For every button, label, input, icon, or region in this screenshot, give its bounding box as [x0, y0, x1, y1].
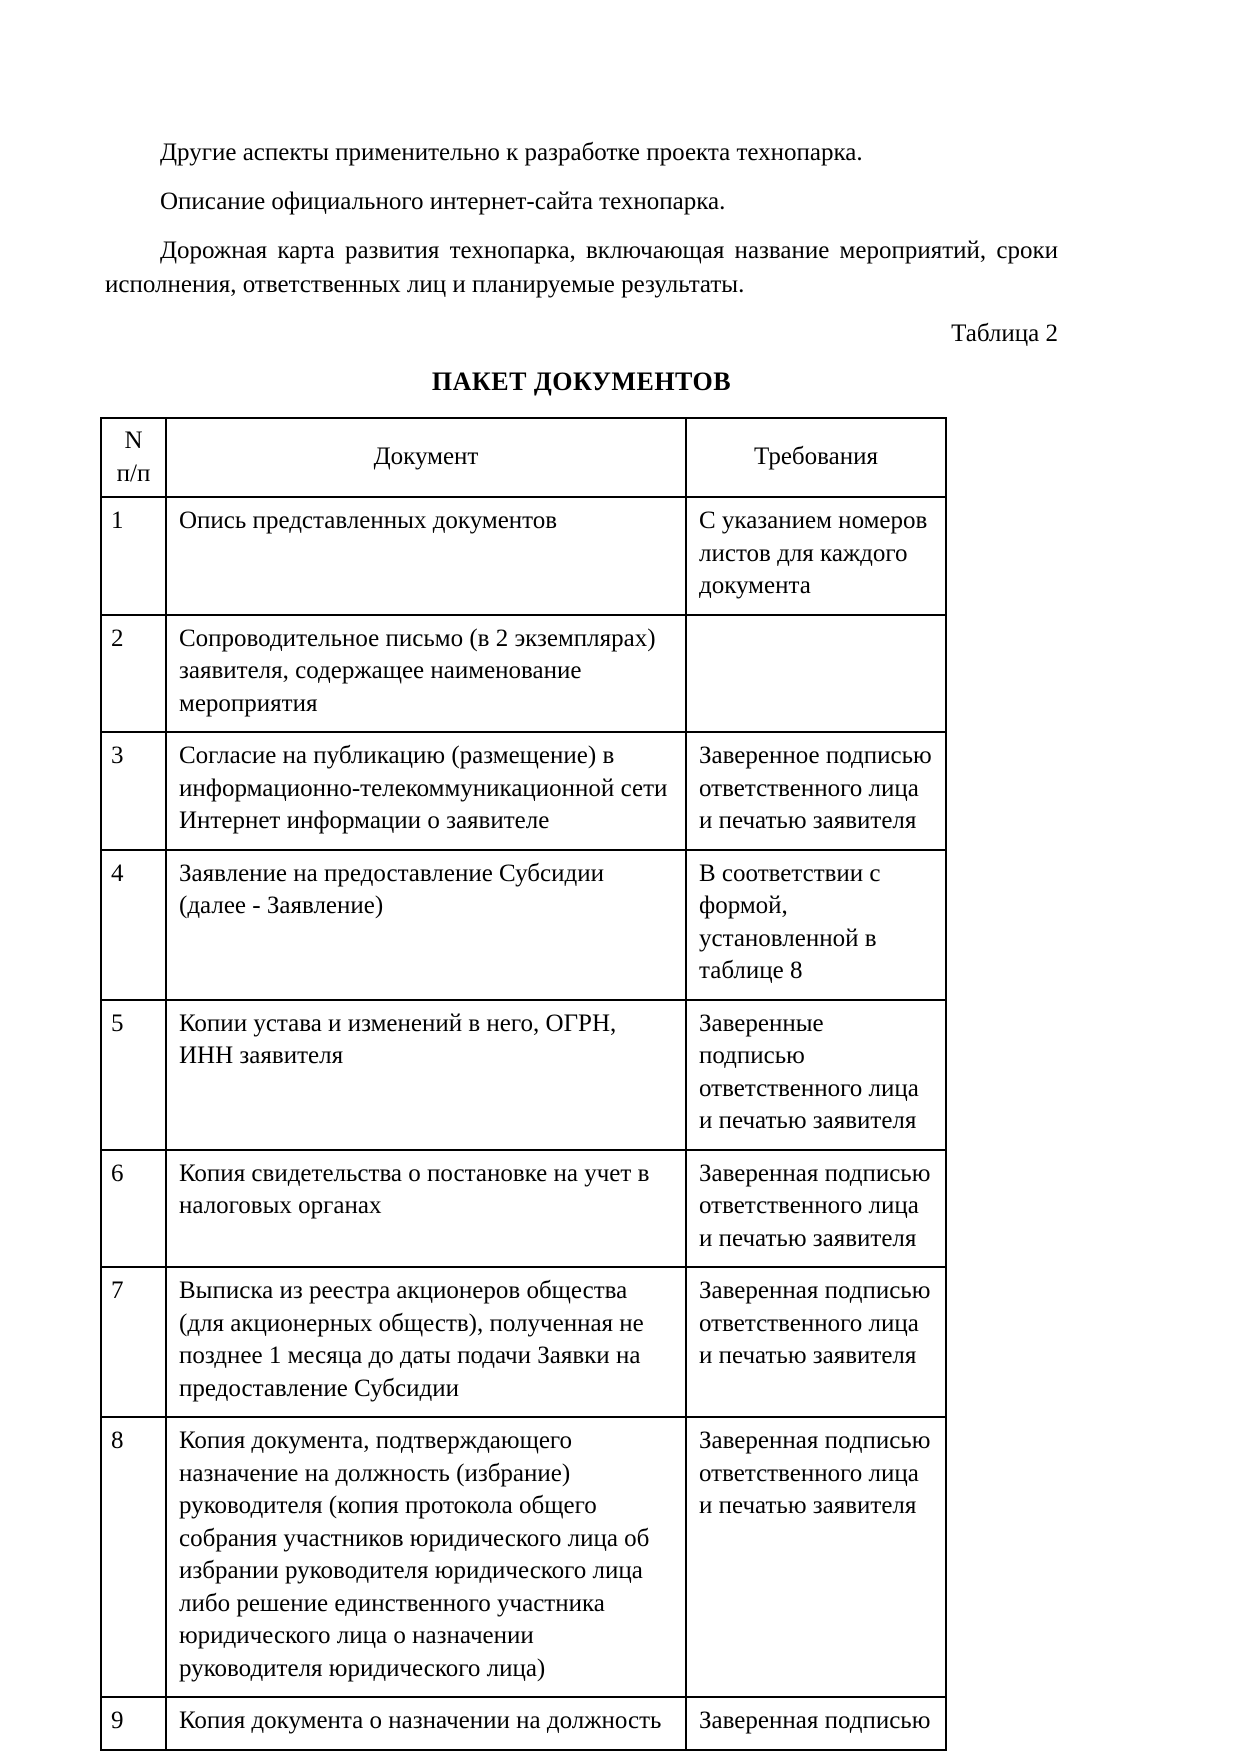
row-requirements-cell: Заверенная подписью: [686, 1697, 946, 1750]
table-row: [101, 1000, 946, 1150]
row-number-cell: 1: [101, 497, 166, 615]
row-document-cell: Опись представленных документов: [166, 497, 686, 615]
table-header-row: [101, 418, 946, 497]
row-document-cell: Копия документа о назначении на должность: [166, 1697, 686, 1750]
paragraph-other-aspects: Другие аспекты применительно к разработке проекта технопарка.: [160, 139, 863, 166]
table-body: [101, 497, 946, 1750]
table-row: [101, 732, 946, 850]
column-header-number: [101, 418, 166, 497]
table-row: [101, 1267, 946, 1417]
page-title: ПАКЕТ ДОКУМЕНТОВ: [431, 367, 732, 396]
column-header-document: Документ: [166, 418, 686, 497]
row-requirements-cell: Заверенная подписью ответственного лица и печатью заявителя: [686, 1417, 946, 1697]
column-header-number-line2: п/п: [116, 459, 151, 487]
row-number-cell: 3: [101, 732, 166, 850]
paragraph-site-description: Описание официального интернет-сайта технопарка.: [160, 188, 726, 215]
row-requirements-cell: [686, 615, 946, 733]
row-document-cell: Копии устава и изменений в него, ОГРН, ИНН заявителя: [166, 1000, 686, 1150]
paragraph-roadmap: Дорожная карта развития технопарка, включающая название мероприятий, сроки исполнения, ответственных лиц и планируемые результаты.: [105, 237, 1058, 298]
row-requirements-cell: Заверенная подписью ответственного лица и печатью заявителя: [686, 1150, 946, 1268]
row-document-cell: Выписка из реестра акционеров общества (для акционерных обществ), полученная не позднее 1 месяца до даты подачи Заявки на предоставление Субсидии: [166, 1267, 686, 1417]
row-document-cell: Согласие на публикацию (размещение) в информационно-телекоммуникационной сети Интернет информации о заявителе: [166, 732, 686, 850]
table-row: [101, 1417, 946, 1697]
row-document-cell: Копия свидетельства о постановке на учет в налоговых органах: [166, 1150, 686, 1268]
row-document-cell: Заявление на предоставление Субсидии (далее - Заявление): [166, 850, 686, 1000]
row-requirements-cell: Заверенная подписью ответственного лица и печатью заявителя: [686, 1267, 946, 1417]
row-requirements-cell: Заверенное подписью ответственного лица и печатью заявителя: [686, 732, 946, 850]
row-number-cell: 4: [101, 850, 166, 1000]
table-row: [101, 1150, 946, 1268]
table-row: [101, 497, 946, 615]
row-requirements-cell: С указанием номеров листов для каждого документа: [686, 497, 946, 615]
table-row: [101, 850, 946, 1000]
documents-table: [100, 417, 947, 1751]
row-number-cell: 5: [101, 1000, 166, 1150]
table-row: [101, 1697, 946, 1750]
row-requirements-cell: Заверенные подписью ответственного лица и печатью заявителя: [686, 1000, 946, 1150]
row-requirements-cell: В соответствии с формой, установленной в таблице 8: [686, 850, 946, 1000]
column-header-requirements: Требования: [686, 418, 946, 497]
row-number-cell: 2: [101, 615, 166, 733]
row-number-cell: 7: [101, 1267, 166, 1417]
row-number-cell: 6: [101, 1150, 166, 1268]
row-document-cell: Сопроводительное письмо (в 2 экземплярах) заявителя, содержащее наименование мероприятия: [166, 615, 686, 733]
table-caption: Таблица 2: [951, 320, 1058, 347]
column-header-number-line1: N: [124, 427, 143, 454]
row-document-cell: Копия документа, подтверждающего назначение на должность (избрание) руководителя (копия протокола общего собрания участников юридического лица об избрании руководителя юридического лица либо решение единственного участника юридического лица о назначении руководителя юридического лица): [166, 1417, 686, 1697]
row-number-cell: 9: [101, 1697, 166, 1750]
row-number-cell: 8: [101, 1417, 166, 1697]
table-row: [101, 615, 946, 733]
